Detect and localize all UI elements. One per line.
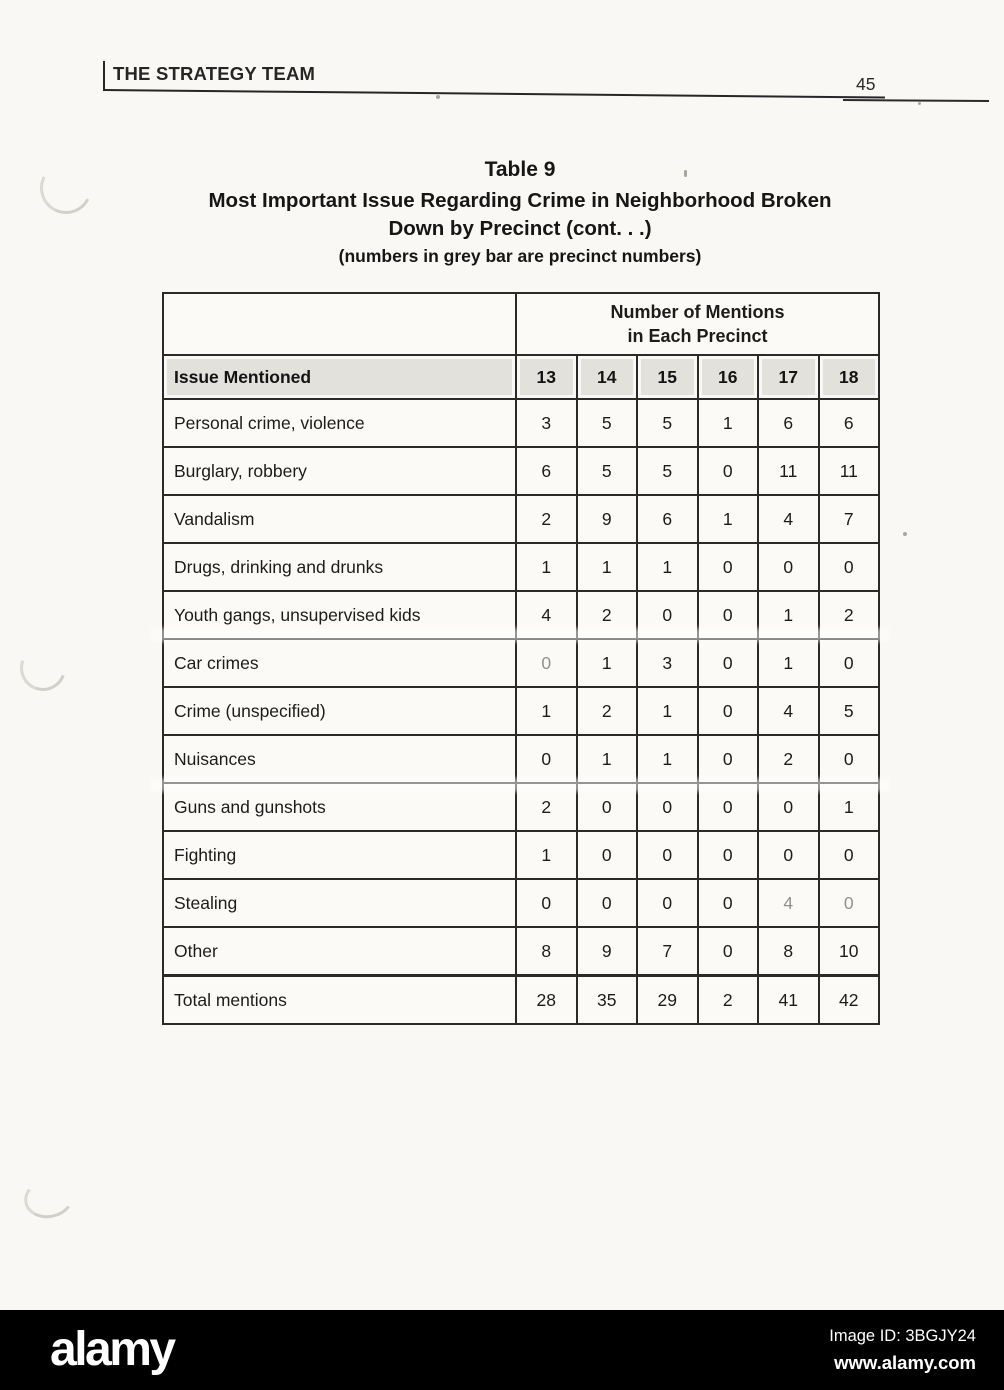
precinct-header-row	[163, 355, 879, 399]
value-cell: 3	[637, 639, 698, 687]
watermark-info	[829, 1324, 976, 1377]
alamy-url-text: www.alamy.com	[834, 1351, 976, 1373]
value-cell: 9	[577, 495, 638, 543]
value-cell: 2	[758, 735, 819, 783]
value-cell: 1	[819, 783, 880, 831]
value-cell: 1	[577, 639, 638, 687]
value-cell: 0	[637, 879, 698, 927]
value-cell: 0	[516, 879, 577, 927]
table-row	[163, 687, 879, 735]
value-cell: 0	[698, 831, 759, 879]
value-cell: 0	[698, 543, 759, 591]
table-row	[163, 447, 879, 495]
issue-label: Fighting	[163, 831, 516, 879]
table-subtitle-note: (numbers in grey bar are precinct numbers)	[338, 246, 702, 267]
value-cell: 0	[698, 591, 759, 639]
value-cell: 6	[516, 447, 577, 495]
issue-label: Other	[163, 927, 516, 976]
value-cell: 4	[516, 591, 577, 639]
value-cell: 11	[819, 447, 880, 495]
precinct-header-cell: 14	[577, 355, 638, 399]
value-cell: 0	[698, 447, 759, 495]
header-rule	[103, 89, 885, 99]
alamy-logo: alamy	[50, 1323, 174, 1376]
value-cell: 1	[516, 831, 577, 879]
page-number-rule	[843, 99, 989, 102]
value-cell: 0	[758, 831, 819, 879]
scan-smudge	[150, 778, 890, 792]
issue-label: Drugs, drinking and drunks	[163, 543, 516, 591]
value-cell: 0	[819, 831, 880, 879]
span-header-line1: Number of Mentions	[610, 301, 785, 322]
value-cell: 1	[637, 687, 698, 735]
document-header-title: THE STRATEGY TEAM	[103, 61, 315, 91]
precinct-header-cell: 18	[819, 355, 880, 399]
value-cell: 10	[819, 927, 880, 976]
value-cell: 0	[637, 591, 698, 639]
value-cell: 41	[758, 976, 819, 1025]
value-cell: 2	[516, 495, 577, 543]
issue-label: Youth gangs, unsupervised kids	[163, 591, 516, 639]
value-cell: 6	[637, 495, 698, 543]
value-cell: 1	[637, 543, 698, 591]
value-cell: 35	[577, 976, 638, 1025]
value-cell: 1	[758, 639, 819, 687]
mentions-span-header	[516, 293, 879, 355]
value-cell: 0	[819, 879, 880, 927]
span-header-row	[163, 293, 879, 355]
value-cell: 7	[819, 495, 880, 543]
value-cell: 0	[637, 783, 698, 831]
value-cell: 29	[637, 976, 698, 1025]
value-cell: 6	[819, 399, 880, 447]
issue-mentioned-header: Issue Mentioned	[163, 355, 516, 399]
issue-label: Stealing	[163, 879, 516, 927]
value-cell: 9	[577, 927, 638, 976]
table-row	[163, 831, 879, 879]
issue-label: Personal crime, violence	[163, 399, 516, 447]
table-row	[163, 976, 879, 1025]
value-cell: 0	[819, 639, 880, 687]
value-cell: 0	[698, 687, 759, 735]
binder-ring-mark	[12, 637, 73, 698]
value-cell: 0	[819, 735, 880, 783]
table-row	[163, 927, 879, 976]
value-cell: 0	[819, 543, 880, 591]
scan-smudge	[150, 628, 890, 642]
value-cell: 2	[698, 976, 759, 1025]
value-cell: 2	[516, 783, 577, 831]
value-cell: 1	[698, 495, 759, 543]
value-cell: 1	[637, 735, 698, 783]
issue-label: Vandalism	[163, 495, 516, 543]
issue-label: Guns and gunshots	[163, 783, 516, 831]
table-row	[163, 639, 879, 687]
value-cell: 3	[516, 399, 577, 447]
value-cell: 5	[577, 399, 638, 447]
table-title-line1: Most Important Issue Regarding Crime in Neighborhood Broken	[208, 189, 832, 212]
value-cell: 4	[758, 495, 819, 543]
value-cell: 0	[758, 543, 819, 591]
issue-label: Total mentions	[163, 976, 516, 1025]
value-cell: 1	[577, 543, 638, 591]
table-row	[163, 543, 879, 591]
table-title-block	[112, 158, 928, 267]
precinct-header-cell: 16	[698, 355, 759, 399]
value-cell: 0	[577, 879, 638, 927]
value-cell: 5	[637, 447, 698, 495]
value-cell: 4	[758, 879, 819, 927]
table-row	[163, 735, 879, 783]
value-cell: 0	[516, 639, 577, 687]
value-cell: 2	[819, 591, 880, 639]
binder-ring-mark	[33, 155, 99, 221]
precinct-header-cell: 13	[516, 355, 577, 399]
value-cell: 7	[637, 927, 698, 976]
issue-label: Car crimes	[163, 639, 516, 687]
issues-by-precinct-table	[162, 292, 880, 1025]
value-cell: 5	[577, 447, 638, 495]
value-cell: 0	[758, 783, 819, 831]
table-title-line2: Down by Precinct (cont. . .)	[388, 216, 652, 240]
value-cell: 0	[698, 639, 759, 687]
table-number-title: Table 9	[484, 158, 556, 181]
scan-speck	[436, 95, 440, 99]
issues-table-body	[163, 293, 879, 1024]
span-header-line2: in Each Precinct	[627, 326, 768, 346]
value-cell: 1	[516, 543, 577, 591]
issue-label: Burglary, robbery	[163, 447, 516, 495]
stock-watermark-bar	[0, 1310, 1004, 1390]
value-cell: 0	[577, 831, 638, 879]
value-cell: 1	[698, 399, 759, 447]
value-cell: 2	[577, 591, 638, 639]
value-cell: 6	[758, 399, 819, 447]
value-cell: 1	[758, 591, 819, 639]
image-id-text: Image ID: 3BGJY24	[829, 1327, 976, 1345]
value-cell: 0	[698, 735, 759, 783]
value-cell: 0	[516, 735, 577, 783]
table-row	[163, 879, 879, 927]
value-cell: 0	[698, 927, 759, 976]
table-row	[163, 495, 879, 543]
value-cell: 5	[637, 399, 698, 447]
issue-label: Crime (unspecified)	[163, 687, 516, 735]
value-cell: 5	[819, 687, 880, 735]
value-cell: 0	[577, 783, 638, 831]
scan-speck	[903, 532, 907, 536]
value-cell: 28	[516, 976, 577, 1025]
scan-speck	[684, 170, 687, 177]
scan-speck	[918, 102, 921, 105]
value-cell: 1	[516, 687, 577, 735]
page-number: 45	[856, 74, 876, 94]
value-cell: 4	[758, 687, 819, 735]
corner-cell	[163, 293, 516, 355]
binder-ring-mark	[20, 1173, 77, 1223]
value-cell: 0	[698, 783, 759, 831]
value-cell: 11	[758, 447, 819, 495]
table-row	[163, 399, 879, 447]
value-cell: 8	[758, 927, 819, 976]
value-cell: 42	[819, 976, 880, 1025]
value-cell: 0	[637, 831, 698, 879]
precinct-header-cell: 15	[637, 355, 698, 399]
precinct-header-cell: 17	[758, 355, 819, 399]
value-cell: 1	[577, 735, 638, 783]
value-cell: 0	[698, 879, 759, 927]
value-cell: 2	[577, 687, 638, 735]
issue-label: Nuisances	[163, 735, 516, 783]
value-cell: 8	[516, 927, 577, 976]
